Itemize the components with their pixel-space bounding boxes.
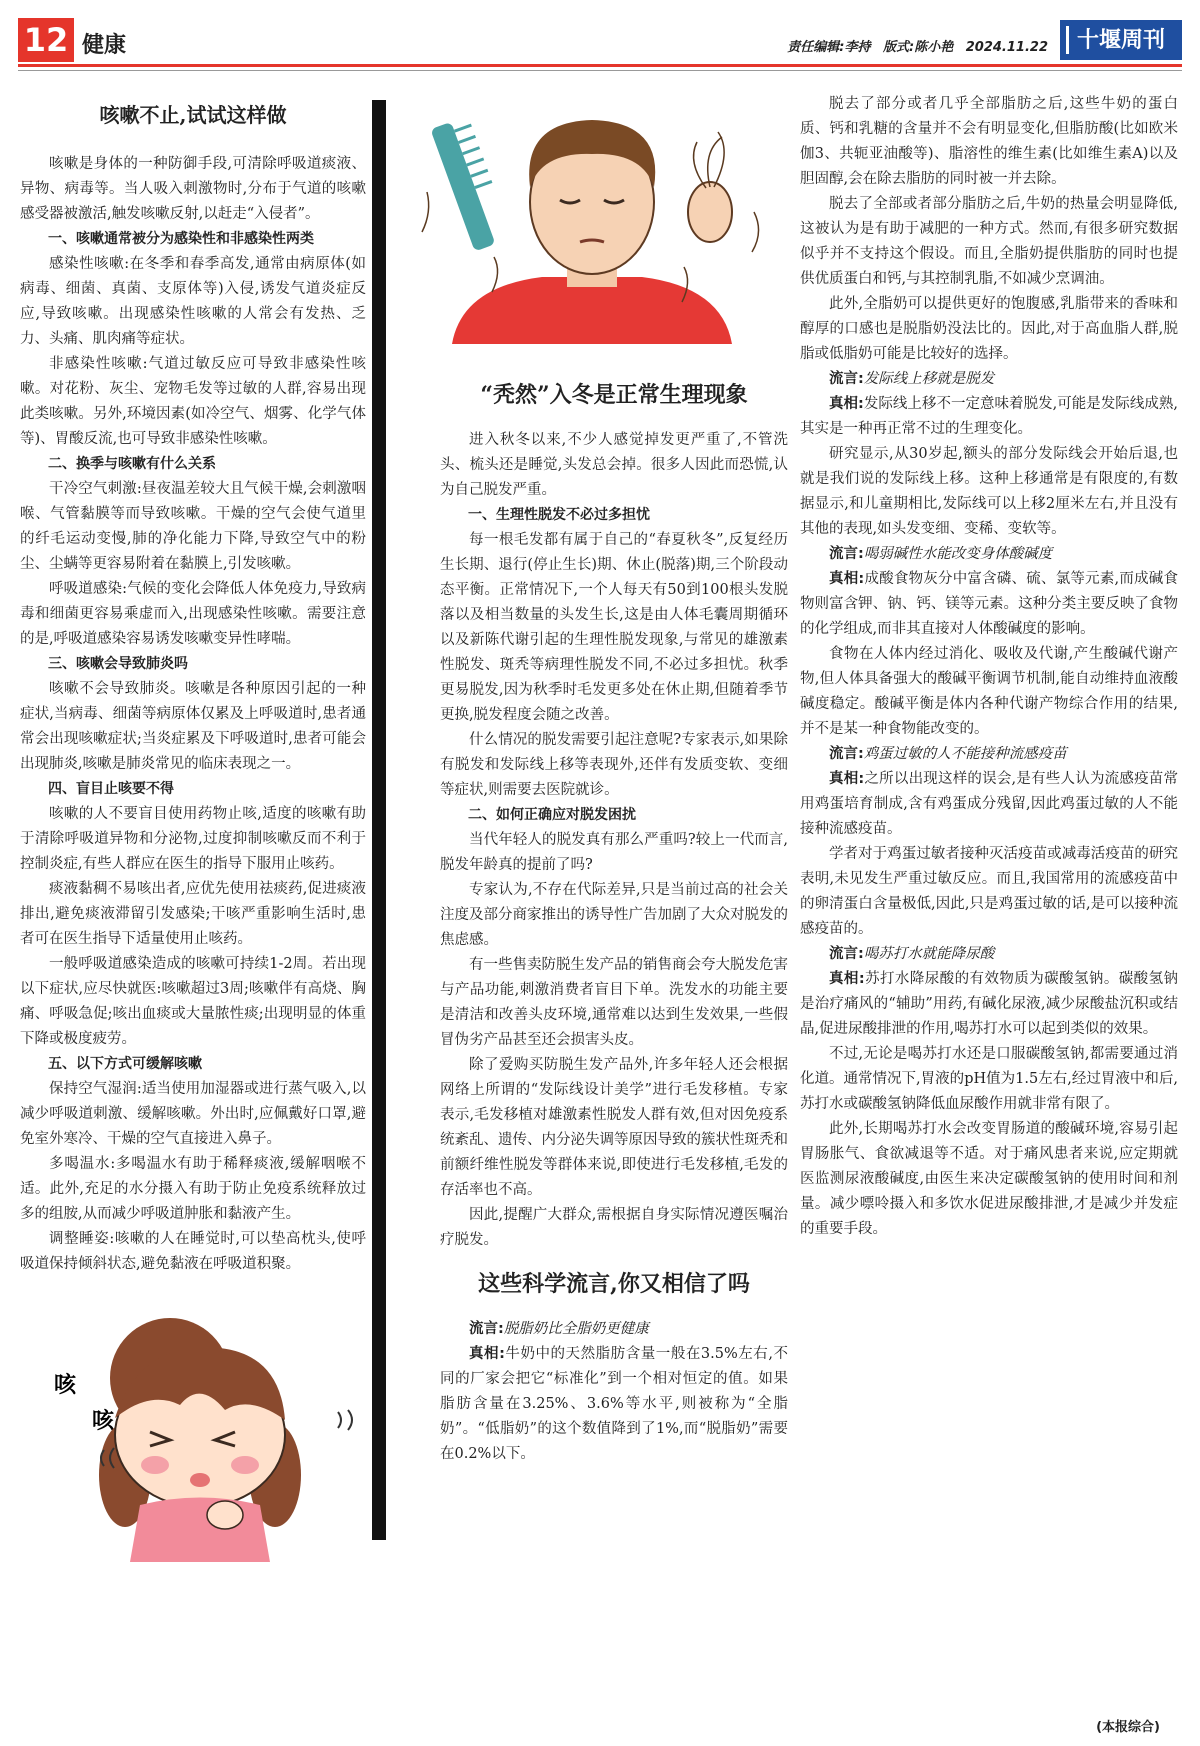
- section-name: 健康: [82, 33, 127, 58]
- article-title-rumors: 这些科学流言,你又相信了吗: [478, 1271, 750, 1297]
- content: 发际线上移不一定意味着脱发,可能是发际线成熟,其实是一种再正常不过的生理变化。: [800, 396, 1178, 437]
- paragraph: 不过,无论是喝苏打水还是口服碳酸氢钠,都需要通过消化道。通常情况下,胃液的pH值为1.5左右,经过胃液中和后,苏打水或碳酸氢钠降低血尿酸作用就非常有限了。: [800, 1046, 1178, 1112]
- paragraph: 什么情况的脱发需要引起注意呢?专家表示,如果除有脱发和发际线上移等表现外,还伴有发质变软、变细等症状,则需要去医院就诊。: [440, 732, 788, 798]
- truth-line: [800, 767, 1178, 842]
- rumor-line: [440, 1317, 788, 1342]
- subheading: 三、咳嗽会导致肺炎吗: [48, 656, 188, 672]
- subheading: 二、如何正确应对脱发困扰: [468, 807, 636, 823]
- page-number: 12: [18, 18, 74, 62]
- content: 苏打水降尿酸的有效物质为碳酸氢钠。碳酸氢钠是治疗痛风的“辅助”用药,有碱化尿液,减少尿酸盐沉积或结晶,促进尿酸排泄的作用,喝苏打水可以起到类似的效果。: [800, 971, 1178, 1037]
- truth-line: [800, 967, 1178, 1042]
- article-title: “秃然”入冬是正常生理现象: [480, 382, 748, 408]
- header-rule: [18, 64, 1182, 67]
- article-body: [440, 428, 788, 1253]
- paragraph: 食物在人体内经过消化、吸收及代谢,产生酸碱代谢产物,但人体具备强大的酸碱平衡调节机制,能自动维持血液酸碱度稳定。酸碱平衡是体内各种代谢产物综合作用的结果,并不是某一种食物能改变的。: [800, 646, 1178, 737]
- content: 脱脂奶比全脂奶更健康: [503, 1321, 649, 1337]
- paragraph: 干冷空气刺激:昼夜温差较大且气候干燥,会刺激咽喉、气管黏膜等而导致咳嗽。干燥的空气会使气道里的纤毛运动变慢,肺的净化能力下降,导致空气中的粉尘、尘螨等更容易附着在黏膜上,引发咳嗽。: [20, 481, 366, 572]
- paragraph: 保持空气湿润:适当使用加湿器或进行蒸气吸入,以减少呼吸道刺激、缓解咳嗽。外出时,应佩戴好口罩,避免室外寒冷、干燥的空气直接进入鼻子。: [20, 1081, 366, 1147]
- subheading: 一、生理性脱发不必过多担忧: [468, 507, 650, 523]
- label: 真相:: [469, 1346, 505, 1362]
- issue-date: 2024.11.22: [965, 40, 1048, 55]
- layout-editor: 版式:陈小艳: [883, 40, 954, 55]
- source-note: (本报综合): [1096, 1720, 1160, 1735]
- truth-line: [800, 567, 1178, 642]
- article-body-rumors-start: [440, 1317, 788, 1467]
- rumor-line: [800, 742, 1178, 767]
- girl-drawing: [20, 1300, 372, 1562]
- paragraph: 非感染性咳嗽:气道过敏反应可导致非感染性咳嗽。对花粉、灰尘、宠物毛发等过敏的人群,容易出现此类咳嗽。另外,环境因素(如冷空气、烟雾、化学气体等)、胃酸反流,也可导致非感染性咳嗽。: [20, 356, 366, 447]
- article-title: 咳嗽不止,试试这样做: [99, 103, 287, 127]
- paragraph: 进入秋冬以来,不少人感觉掉发更严重了,不管洗头、梳头还是睡觉,头发总会掉。很多人因此而恐慌,认为自己脱发严重。: [440, 432, 788, 498]
- hair-drawing: [392, 92, 790, 344]
- paragraph: 调整睡姿:咳嗽的人在睡觉时,可以垫高枕头,使呼吸道保持倾斜状态,避免黏液在呼吸道积聚。: [20, 1231, 366, 1272]
- paragraph: 有一些售卖防脱生发产品的销售商会夸大脱发危害与产品功能,刺激消费者盲目下单。洗发水的功能主要是清洁和改善头皮环境,通常难以达到生发效果,一些假冒伪劣产品甚至还会损害头皮。: [440, 957, 788, 1048]
- content: 喝弱碱性水能改变身体酸碱度: [863, 546, 1053, 562]
- article-cough: [20, 92, 366, 1277]
- paragraph: 咳嗽不会导致肺炎。咳嗽是各种原因引起的一种症状,当病毒、细菌等病原体仅累及上呼吸道时,患者通常会出现咳嗽症状;当炎症累及下呼吸道时,患者可能会出现肺炎,咳嗽是肺炎常见的临床表现之一。: [20, 681, 366, 772]
- hair-loss-illustration: [392, 92, 790, 344]
- rumor-line: [800, 542, 1178, 567]
- content: 喝苏打水就能降尿酸: [863, 946, 995, 962]
- label: 流言:: [829, 946, 864, 962]
- label: 真相:: [829, 771, 865, 787]
- content: 牛奶中的天然脂肪含量一般在3.5%左右,不同的厂家会把它“标准化”到一个相对恒定的值。如果脂肪含量在3.25%、3.6%等水平,则被称为“全脂奶”。“低脂奶”的这个数值降到了1%,而“脱脂奶”需要在0.2%以下。: [440, 1346, 788, 1462]
- paragraph: 咳嗽是身体的一种防御手段,可清除呼吸道痰液、异物、病毒等。当人吸入刺激物时,分布于气道的咳嗽感受器被激活,触发咳嗽反射,以赶走“入侵者”。: [20, 156, 366, 222]
- paragraph: 除了爱购买防脱生发产品外,许多年轻人还会根据网络上所谓的“发际线设计美学”进行毛发移植。专家表示,毛发移植对雄激素性脱发人群有效,但对因免疫系统紊乱、遗传、内分泌失调等原因导致的簇状性斑秃和前额纤维性脱发等群体来说,即使进行毛发移植,毛发的存活率也不高。: [440, 1057, 788, 1198]
- article-hair-loss: [440, 380, 788, 1467]
- cough-sound-1: 咳: [54, 1373, 77, 1398]
- content: 成酸食物灰分中富含磷、硫、氯等元素,而成碱食物则富含钾、钠、钙、镁等元素。这种分类主要反映了食物的化学组成,而非其直接对人体酸碱度的影响。: [800, 571, 1178, 637]
- content: 鸡蛋过敏的人不能接种流感疫苗: [863, 746, 1067, 762]
- subheading: 二、换季与咳嗽有什么关系: [48, 456, 216, 472]
- paragraph: 呼吸道感染:气候的变化会降低人体免疫力,导致病毒和细菌更容易乘虚而入,出现感染性咳嗽。需要注意的是,呼吸道感染容易诱发咳嗽变异性哮喘。: [20, 581, 366, 647]
- header-rule-thin: [18, 70, 1182, 71]
- label: 真相:: [829, 396, 864, 412]
- editor: 责任编辑:李持: [787, 40, 871, 55]
- article-rumors-continued: [800, 92, 1178, 1242]
- paragraph: 多喝温水:多喝温水有助于稀释痰液,缓解咽喉不适。此外,充足的水分摄入有助于防止免疫系统释放过多的组胺,从而减少呼吸道肿胀和黏液产生。: [20, 1156, 366, 1222]
- truth-line: [800, 392, 1178, 442]
- brand-name: 十堰周刊: [1076, 27, 1165, 53]
- label: 流言:: [469, 1321, 504, 1337]
- label: 流言:: [829, 746, 864, 762]
- paragraph: 痰液黏稠不易咳出者,应优先使用祛痰药,促进痰液排出,避免痰液滞留引发感染;干咳严重影响生活时,患者可在医生指导下适量使用止咳药。: [20, 881, 366, 947]
- article-body-rumors-cont: [800, 92, 1178, 1242]
- paragraph: 研究显示,从30岁起,额头的部分发际线会开始后退,也就是我们说的发际线上移。这种上移通常是有限度的,有数据显示,和儿童期相比,发际线可以上移2厘米左右,并且没有其他的表现,如头发变细、变稀、变软等。: [800, 446, 1178, 537]
- subheading: 五、以下方式可缓解咳嗽: [48, 1056, 202, 1072]
- paragraph: 每一根毛发都有属于自己的“春夏秋冬”,反复经历生长期、退行(停止生长)期、休止(脱落)期,三个阶段动态平衡。正常情况下,一个人每天有50到100根头发脱落以及相当数量的头发生长,这是由人体毛囊周期循环以及新陈代谢引起的生理性脱发现象,与常见的雄激素性脱发、斑秃等病理性脱发不同,不必过多担忧。秋季更易脱发,因为秋季时毛发更多处在休止期,但随着季节更换,脱发程度会随之改善。: [440, 532, 788, 723]
- label: 真相:: [829, 571, 865, 587]
- page-header: [18, 18, 1182, 68]
- paragraph: 一般呼吸道感染造成的咳嗽可持续1-2周。若出现以下症状,应尽快就医:咳嗽超过3周;咳嗽伴有高烧、胸痛、呼吸急促;咳出血痰或大量脓性痰;出现明显的体重下降或极度疲劳。: [20, 956, 366, 1047]
- rumor-line: [800, 942, 1178, 967]
- paragraph: 脱去了全部或者部分脂肪之后,牛奶的热量会明显降低,这被认为是有助于减肥的一种方式。然而,有很多研究数据似乎并不支持这个假设。而且,全脂奶提供脂肪的同时也提供优质蛋白和钙,与其控制乳脂,不如减少烹调油。: [800, 196, 1178, 287]
- content: 之所以出现这样的误会,是有些人认为流感疫苗常用鸡蛋培育制成,含有鸡蛋成分残留,因此鸡蛋过敏的人不能接种流感疫苗。: [800, 771, 1178, 837]
- label: 真相:: [829, 971, 865, 987]
- paragraph: 咳嗽的人不要盲目使用药物止咳,适度的咳嗽有助于清除呼吸道异物和分泌物,过度抑制咳嗽反而不利于控制炎症,有些人群应在医生的指导下服用止咳药。: [20, 806, 366, 872]
- paragraph: 因此,提醒广大群众,需根据自身实际情况遵医嘱治疗脱发。: [440, 1207, 788, 1248]
- editor-credits: [779, 36, 1048, 55]
- content: 发际线上移就是脱发: [863, 371, 995, 387]
- paragraph: 当代年轻人的脱发真有那么严重吗?较上一代而言,脱发年龄真的提前了吗?: [440, 832, 788, 873]
- paragraph: 脱去了部分或者几乎全部脂肪之后,这些牛奶的蛋白质、钙和乳糖的含量并不会有明显变化,但脂肪酸(比如欧米伽3、共轭亚油酸等)、脂溶性的维生素(比如维生素A)以及胆固醇,会在除去脂肪的同时被一并去除。: [800, 96, 1178, 187]
- truth-line: [440, 1342, 788, 1467]
- article-body: [20, 152, 366, 1277]
- paragraph: 专家认为,不存在代际差异,只是当前过高的社会关注度及部分商家推出的诱导性广告加剧了大众对脱发的焦虑感。: [440, 882, 788, 948]
- subheading: 一、咳嗽通常被分为感染性和非感染性两类: [48, 231, 314, 247]
- paragraph: 学者对于鸡蛋过敏者接种灭活疫苗或减毒活疫苗的研究表明,未见发生严重过敏反应。而且,我国常用的流感疫苗中的卵清蛋白含量极低,因此,只是鸡蛋过敏的话,是可以接种流感疫苗的。: [800, 846, 1178, 937]
- logo-bar: [1066, 26, 1069, 54]
- cough-sound-2: 咳: [92, 1409, 115, 1434]
- label: 流言:: [829, 371, 864, 387]
- brand-logo: [1060, 20, 1182, 60]
- label: 流言:: [829, 546, 864, 562]
- paragraph: 此外,长期喝苏打水会改变胃肠道的酸碱环境,容易引起胃肠胀气、食欲减退等不适。对于痛风患者来说,应定期就医监测尿液酸碱度,由医生来决定碳酸氢钠的使用时间和剂量。减少嘌呤摄入和多饮水促进尿酸排泄,才是减少并发症的重要手段。: [800, 1121, 1178, 1237]
- coughing-girl-illustration: [20, 1300, 372, 1562]
- subheading: 四、盲目止咳要不得: [48, 781, 174, 797]
- paragraph: 此外,全脂奶可以提供更好的饱腹感,乳脂带来的香味和醇厚的口感也是脱脂奶没法比的。因此,对于高血脂人群,脱脂或低脂奶可能是比较好的选择。: [800, 296, 1178, 362]
- paragraph: 感染性咳嗽:在冬季和春季高发,通常由病原体(如病毒、细菌、真菌、支原体等)入侵,诱发气道炎症反应,导致咳嗽。出现感染性咳嗽的人常会有发热、乏力、头痛、肌肉痛等症状。: [20, 256, 366, 347]
- rumor-line: [800, 367, 1178, 392]
- column-divider: [372, 100, 386, 1540]
